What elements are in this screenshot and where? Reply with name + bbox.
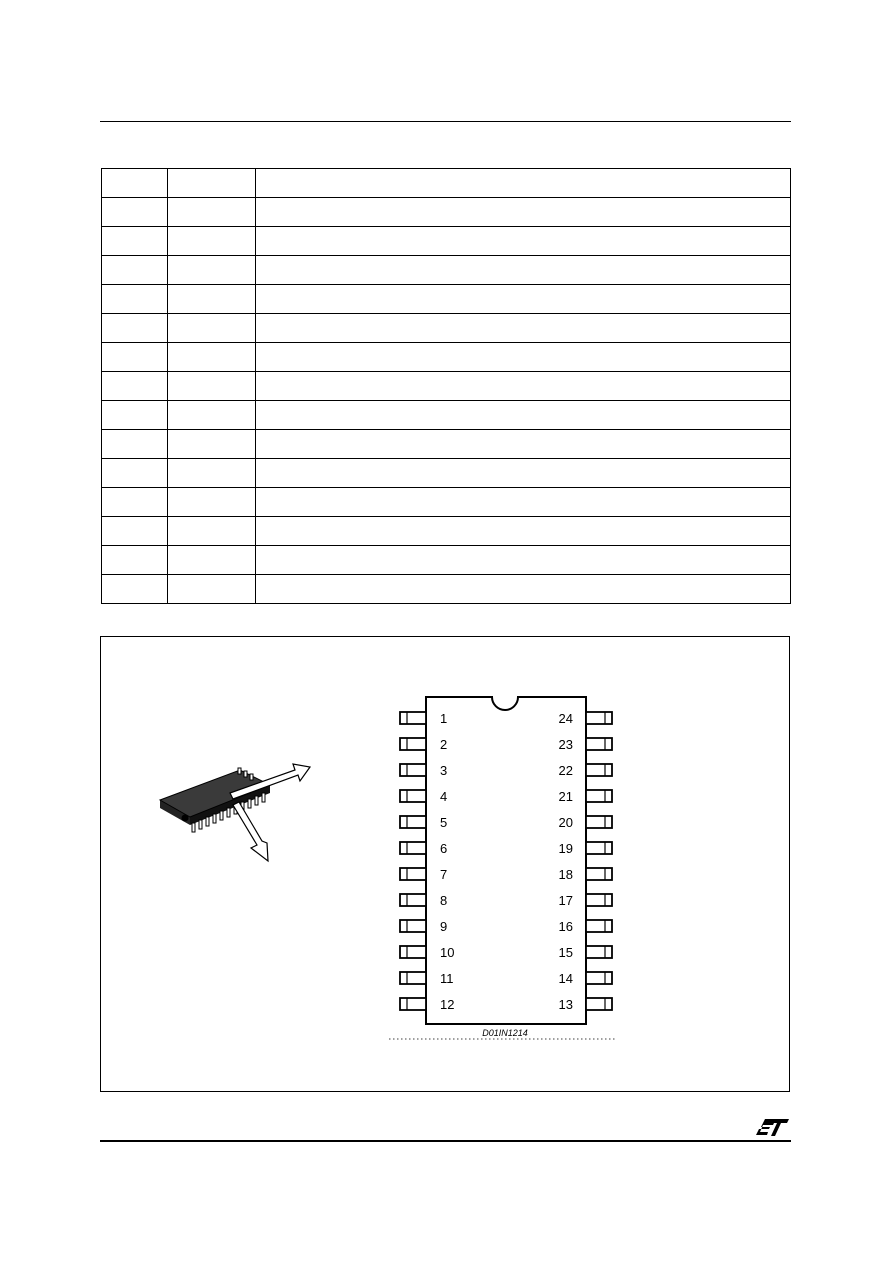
drawing-code-label: D01IN1214 bbox=[482, 1028, 528, 1038]
pin-lead-right bbox=[586, 738, 612, 750]
table-cell bbox=[102, 285, 168, 314]
pin-lead-left bbox=[400, 738, 426, 750]
pin-number-right: 20 bbox=[558, 815, 573, 830]
pin-number-right: 21 bbox=[558, 789, 573, 804]
footer-rule bbox=[100, 1140, 791, 1142]
table-cell bbox=[256, 546, 791, 575]
table-cell bbox=[168, 169, 256, 198]
table-cell bbox=[102, 169, 168, 198]
pin-table-body bbox=[102, 169, 791, 604]
pin-number-right: 15 bbox=[558, 945, 573, 960]
pin-lead-right bbox=[586, 842, 612, 854]
pin-lead-left bbox=[400, 790, 426, 802]
pin-number-left: 10 bbox=[440, 945, 455, 960]
table-cell bbox=[168, 227, 256, 256]
pin-number-left: 8 bbox=[440, 893, 448, 908]
table-cell bbox=[168, 343, 256, 372]
table-row bbox=[102, 372, 791, 401]
table-cell bbox=[256, 575, 791, 604]
table-cell bbox=[168, 401, 256, 430]
table-row bbox=[102, 285, 791, 314]
table-cell bbox=[102, 343, 168, 372]
pin-number-right: 19 bbox=[558, 841, 573, 856]
table-cell bbox=[102, 227, 168, 256]
table-cell bbox=[256, 401, 791, 430]
pin-number-right: 16 bbox=[558, 919, 573, 934]
table-cell bbox=[256, 430, 791, 459]
table-cell bbox=[256, 314, 791, 343]
pin-lead-right bbox=[586, 972, 612, 984]
pin-lead-left bbox=[400, 868, 426, 880]
pin-number-left: 12 bbox=[440, 997, 455, 1012]
pin-number-right: 14 bbox=[558, 971, 573, 986]
pin-lead-right bbox=[586, 790, 612, 802]
pin-number-left: 1 bbox=[440, 711, 448, 726]
pin-lead-right bbox=[586, 894, 612, 906]
table-cell bbox=[102, 546, 168, 575]
pin-lead-left bbox=[400, 894, 426, 906]
table-cell bbox=[256, 372, 791, 401]
pin-number-left: 3 bbox=[440, 763, 448, 778]
table-cell bbox=[102, 256, 168, 285]
table-cell bbox=[168, 314, 256, 343]
table-row bbox=[102, 488, 791, 517]
table-cell bbox=[102, 372, 168, 401]
table-cell bbox=[256, 285, 791, 314]
table-row bbox=[102, 343, 791, 372]
st-logo bbox=[755, 1116, 791, 1138]
pin-lead-left bbox=[400, 764, 426, 776]
table-cell bbox=[168, 285, 256, 314]
heat-arrow-down-icon bbox=[233, 802, 268, 861]
header-rule bbox=[100, 121, 791, 122]
pin-lead-right bbox=[586, 764, 612, 776]
pin-lead-right bbox=[586, 998, 612, 1010]
table-cell bbox=[168, 517, 256, 546]
table-cell bbox=[256, 488, 791, 517]
pin-lead-left bbox=[400, 998, 426, 1010]
table-cell bbox=[256, 256, 791, 285]
pin-lead-right bbox=[586, 920, 612, 932]
table-cell bbox=[168, 488, 256, 517]
st-logo-mark bbox=[756, 1119, 789, 1136]
table-cell bbox=[168, 430, 256, 459]
pin-number-right: 22 bbox=[558, 763, 573, 778]
pin-lead-right bbox=[586, 712, 612, 724]
table-cell bbox=[168, 546, 256, 575]
table-cell bbox=[256, 459, 791, 488]
table-row bbox=[102, 227, 791, 256]
table-cell bbox=[256, 227, 791, 256]
pin-number-right: 23 bbox=[558, 737, 573, 752]
table-cell bbox=[256, 517, 791, 546]
pin-number-left: 4 bbox=[440, 789, 448, 804]
pin-number-left: 5 bbox=[440, 815, 448, 830]
table-row bbox=[102, 517, 791, 546]
pin-lead-right bbox=[586, 868, 612, 880]
pin-number-right: 24 bbox=[558, 711, 573, 726]
pin-lead-left bbox=[400, 842, 426, 854]
pin-lead-left bbox=[400, 946, 426, 958]
pin-number-right: 13 bbox=[558, 997, 573, 1012]
pin-lead-right bbox=[586, 816, 612, 828]
table-row bbox=[102, 401, 791, 430]
pin-lead-left bbox=[400, 712, 426, 724]
table-row bbox=[102, 169, 791, 198]
table-cell bbox=[102, 430, 168, 459]
table-cell bbox=[256, 169, 791, 198]
table-cell bbox=[256, 198, 791, 227]
pin-number-left: 6 bbox=[440, 841, 448, 856]
table-row bbox=[102, 546, 791, 575]
table-cell bbox=[102, 314, 168, 343]
table-row bbox=[102, 198, 791, 227]
table-cell bbox=[102, 459, 168, 488]
pin-function-table bbox=[101, 168, 791, 604]
table-row bbox=[102, 256, 791, 285]
pin-number-left: 9 bbox=[440, 919, 448, 934]
table-cell bbox=[168, 459, 256, 488]
table-cell bbox=[168, 198, 256, 227]
table-cell bbox=[168, 575, 256, 604]
pin-lead-left bbox=[400, 972, 426, 984]
pin-number-left: 2 bbox=[440, 737, 448, 752]
table-cell bbox=[168, 256, 256, 285]
table-cell bbox=[102, 575, 168, 604]
table-cell bbox=[102, 517, 168, 546]
table-cell bbox=[256, 343, 791, 372]
pin-lead-left bbox=[400, 920, 426, 932]
pin1-marker bbox=[182, 815, 189, 822]
table-row bbox=[102, 459, 791, 488]
pinout-diagram bbox=[385, 690, 625, 1045]
pin-number-right: 17 bbox=[558, 893, 573, 908]
pin-number-left: 7 bbox=[440, 867, 448, 882]
table-row bbox=[102, 575, 791, 604]
table-row bbox=[102, 314, 791, 343]
table-cell bbox=[102, 198, 168, 227]
table-cell bbox=[168, 372, 256, 401]
table-cell bbox=[102, 401, 168, 430]
pin-number-left: 11 bbox=[440, 971, 454, 986]
package-illustration bbox=[155, 755, 315, 870]
pin-lead-left bbox=[400, 816, 426, 828]
table-cell bbox=[102, 488, 168, 517]
pin-lead-right bbox=[586, 946, 612, 958]
pin-number-right: 18 bbox=[558, 867, 573, 882]
table-row bbox=[102, 430, 791, 459]
